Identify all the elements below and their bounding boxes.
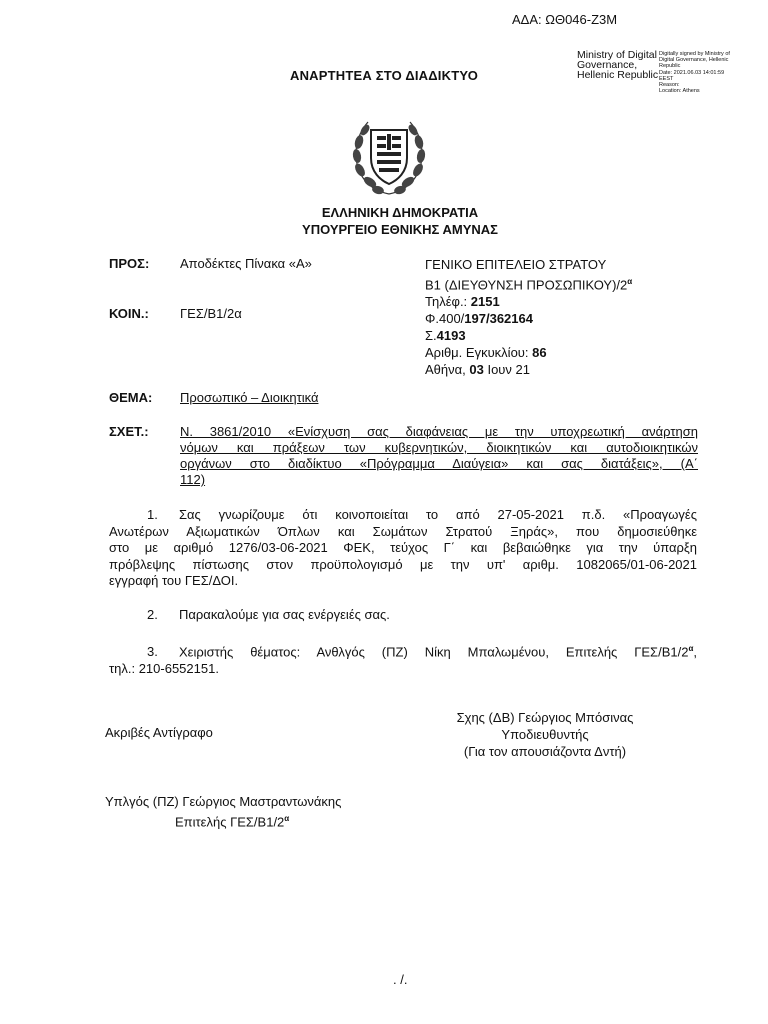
cc-value: ΓΕΣ/Β1/2α bbox=[180, 306, 242, 321]
paragraph-number: 3. bbox=[147, 644, 158, 660]
signature-org-line: Ministry of Digital bbox=[577, 49, 657, 61]
officer-name: Υπλγός (ΠΖ) Γεώργιος Μαστραντωνάκης bbox=[105, 794, 342, 809]
continuation-mark: . /. bbox=[393, 972, 408, 987]
paragraph-number: 1. bbox=[147, 507, 158, 522]
paragraph-line: Ανωτέρων Αξιωματικών Όπλων και Σωμάτων Στρατού Ξηράς», που δημοσιεύθηκε bbox=[109, 523, 697, 539]
sigma-number: Σ.4193 bbox=[425, 328, 466, 344]
sender-directorate: Β1 (ΔΙΕΥΘΥΝΣΗ $\Pi PO\Sigma\Omega\Pi IKO\Upsilon)/2^\alpha$ bbox=[425, 277, 633, 293]
signatory-name: Σχης (ΔΒ) Γεώργιος Μπόσινας bbox=[456, 710, 634, 725]
sender-line: ΓΕΝΙΚΟ ΕΠΙΤΕΛΕΙΟ ΣΤΡΑΤΟΥ bbox=[425, 257, 607, 272]
cc-label: ΚΟΙΝ.: bbox=[109, 306, 149, 321]
paragraph-line: Σας γνωρίζουμε ότι κοινοποιείται το από 27-05-2021 π.δ. «Προαγωγές bbox=[179, 507, 697, 522]
reference-line: νόμων και πράξεων των κυβερνητικών, διοικητικών και αυτοδιοικητικών bbox=[180, 440, 698, 455]
paragraph-line: στο με αριθμό 1276/03-06-2021 ΦΕΚ, τεύχος Γ΄ και βεβαιώθηκε για την ύπαρξη bbox=[109, 540, 697, 555]
posting-note: ΑΝΑΡΤΗΤΕΑ ΣΤΟ ΔΙΑΔΙΚΤΥΟ bbox=[290, 68, 479, 83]
paragraph-number: 2. bbox=[147, 607, 158, 622]
to-value: Αποδέκτες Πίνακα «Α» bbox=[180, 256, 312, 271]
subject-label: ΘΕΜΑ: bbox=[109, 390, 153, 405]
reference-line: 112) bbox=[180, 472, 206, 487]
file-number: Φ.400/197/362164 bbox=[425, 311, 533, 327]
paragraph-2 bbox=[109, 607, 697, 624]
signature-detail-line: Digitally signed by Ministry of bbox=[659, 51, 730, 57]
signatory-block bbox=[400, 709, 690, 760]
signature-detail-line: Date: 2021.06.03 14:01:59 bbox=[659, 69, 725, 76]
paragraph-line: πρόβλεψης πίστωσης στον προϋπολογισμό με την υπ' αριθμ. 1082065/01-06-2021 bbox=[109, 556, 697, 572]
signatory-title: Υποδιευθυντής bbox=[501, 727, 589, 742]
paragraph-1 bbox=[109, 507, 697, 590]
signature-org-line: Hellenic Republic bbox=[577, 69, 659, 81]
paragraph-3: 3. Χειριστής θέματος: Ανθλγός (ΠΖ) Νίκη Μπαλωμένου, Επιτελής ΓΕΣ/$B1/2^\alpha$, τηλ.: 210-6552151. bbox=[109, 644, 697, 676]
reference-line: Ν. 3861/2010 «Ενίσχυση σας διαφάνειας με την υποχρεωτική ανάρτηση bbox=[180, 424, 698, 439]
subject-value: Προσωπικό – Διοικητικά bbox=[180, 390, 319, 405]
certified-copy: Ακριβές Αντίγραφο bbox=[105, 725, 213, 740]
signatory-note: (Για τον απουσιάζοντα Δντή) bbox=[463, 744, 627, 759]
republic-title: ΕΛΛΗΝΙΚΗ ΔΗΜΟΚΡΑΤΙΑ bbox=[321, 205, 479, 220]
handler-phone: 210-6552151. bbox=[138, 660, 219, 676]
paragraph-line: Χειριστής θέματος: Ανθλγός (ΠΖ) Νίκη Μπαλωμένου, Επιτελής ΓΕΣ/Β1/2 bbox=[179, 644, 689, 660]
circular-number: Αριθμ. Εγκυκλίου: 86 bbox=[425, 345, 547, 361]
sender-phone: Τηλέφ.: 2151 bbox=[425, 294, 500, 310]
reference-label: ΣΧΕΤ.: bbox=[109, 424, 149, 439]
signature-org-line: Governance, bbox=[577, 59, 638, 71]
issuer-heading bbox=[0, 204, 768, 238]
document-date: Αθήνα, 03 Ιουν 21 bbox=[425, 362, 530, 378]
to-label: ΠΡΟΣ: bbox=[109, 256, 150, 271]
signature-details bbox=[659, 51, 759, 94]
signature-detail-line: Reason: bbox=[659, 82, 680, 89]
reference-text bbox=[180, 424, 698, 488]
paragraph-line: εγγραφή του ΓΕΣ/ΔΟΙ. bbox=[109, 573, 239, 588]
signature-detail-line: Republic bbox=[659, 63, 681, 70]
officer-block bbox=[105, 793, 341, 830]
sender-block bbox=[425, 256, 632, 378]
signature-detail-line: Location: Athens bbox=[659, 88, 700, 95]
signature-organization bbox=[577, 50, 658, 80]
signature-detail-line: Digital Governance, Hellenic bbox=[659, 57, 729, 64]
ada-code: ΑΔΑ: ΩΘ046-Ζ3Μ bbox=[512, 12, 618, 27]
reference-line: οργάνων στο διαδίκτυο «Πρόγραμμα Διαύγεια» και σας διατάξεις», (Α΄ bbox=[180, 456, 698, 471]
signature-detail-line: EEST bbox=[659, 75, 674, 82]
ministry-title: ΥΠΟΥΡΓΕΙΟ ΕΘΝΙΚΗΣ ΑΜΥΝΑΣ bbox=[302, 222, 498, 237]
greek-emblem-icon bbox=[346, 110, 432, 198]
paragraph-text: Παρακαλούμε για σας ενέργειές σας. bbox=[179, 607, 390, 622]
officer-title: Επιτελής ΓΕΣ/$B1/2^\alpha$ bbox=[175, 814, 290, 830]
